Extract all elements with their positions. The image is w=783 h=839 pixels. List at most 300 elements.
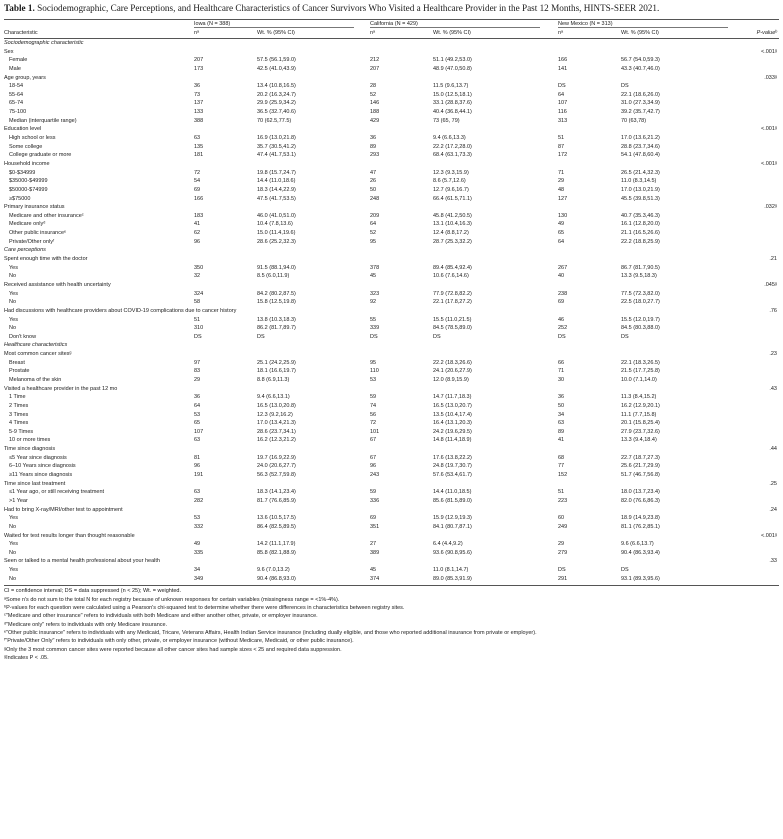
count-cell: 63 (194, 135, 201, 142)
footnote: ᵈ"Medicare only" refers to individuals with only Medicare insurance. (4, 621, 168, 628)
weighted-percent-cell: 13.6 (10.5,17.5) (257, 515, 296, 522)
weighted-percent-cell: 14.4 (11.0,18.5) (433, 489, 472, 496)
category-label: ≤5 Year since diagnosis (9, 454, 67, 461)
count-cell: 53 (194, 411, 201, 418)
count-cell: DS (194, 333, 202, 340)
weighted-percent-cell: 20.1 (15.8,25.4) (621, 420, 660, 427)
section-label: Care perceptions (4, 247, 46, 254)
category-label: 1 Time (9, 394, 26, 401)
weighted-percent-cell: 18.0 (13.7,23.4) (621, 489, 660, 496)
weighted-percent-cell: DS (621, 567, 629, 574)
characteristic-label: Received assistance with health uncertainty (4, 281, 111, 288)
weighted-percent-cell: 81.1 (76.2,85.1) (621, 523, 660, 530)
weighted-percent-cell: 93.6 (90.8,95.6) (433, 549, 472, 556)
count-cell: 34 (558, 411, 565, 418)
category-label: ≥$75000 (9, 195, 31, 202)
count-cell: 267 (558, 264, 568, 271)
characteristic-label: Most common cancer sitesᵍ (4, 351, 72, 358)
weighted-percent-cell: 8.5 (6.0,11.9) (257, 273, 290, 280)
count-cell: 378 (370, 264, 380, 271)
group-underline-new-mexico (558, 27, 728, 28)
count-cell: 173 (194, 65, 204, 72)
weighted-percent-cell: 12.0 (8.9,15.9) (433, 376, 469, 383)
weighted-percent-cell: 12.4 (8.8,17.2) (433, 230, 469, 237)
count-cell: 223 (558, 497, 568, 504)
count-cell: 152 (558, 472, 568, 479)
count-cell: 64 (558, 238, 565, 245)
table-row (4, 99, 779, 108)
weighted-percent-cell: 73 (65, 79) (433, 117, 460, 124)
table-row (4, 143, 779, 152)
weighted-percent-cell: 46.0 (41.0,51.0) (257, 212, 296, 219)
weighted-percent-cell: 9.6 (7.0,13.2) (257, 567, 290, 574)
table-row (4, 272, 779, 281)
weighted-percent-cell: 15.0 (11.4,19.6) (257, 230, 296, 237)
characteristic-label: Had discussions with healthcare providers about COVID-19 complications due to cancer history (4, 307, 237, 314)
weighted-percent-cell: 16.9 (13.0,21.8) (257, 135, 296, 142)
table-footnotes (4, 585, 779, 662)
table-row (4, 419, 779, 428)
table-row (4, 376, 779, 385)
count-cell: 349 (194, 575, 204, 582)
weighted-percent-cell: 57.6 (53.4,61.7) (433, 472, 472, 479)
count-cell: 50 (558, 402, 565, 409)
weighted-percent-cell: 13.3 (9.4,18.4) (621, 437, 657, 444)
category-label: 18-54 (9, 83, 24, 90)
weighted-percent-cell: 18.3 (14.4,22.9) (257, 186, 296, 193)
weighted-percent-cell: 17.0 (13.0,21.9) (621, 186, 660, 193)
category-label: Medicare and other insuranceᶜ (9, 212, 84, 219)
p-value: .24 (769, 506, 777, 513)
count-cell: 54 (194, 178, 201, 185)
count-cell: 36 (370, 135, 377, 142)
weighted-percent-cell: 93.1 (89.3,95.6) (621, 575, 660, 582)
count-cell: 74 (370, 402, 377, 409)
weighted-percent-cell: 10.4 (7.8,13.6) (257, 221, 293, 228)
count-cell: 146 (370, 100, 380, 107)
count-cell: 59 (370, 394, 377, 401)
count-cell: 166 (558, 57, 568, 64)
category-label: Breast (9, 359, 25, 366)
weighted-percent-cell: 17.0 (13.4,21.3) (257, 420, 296, 427)
count-cell: 69 (194, 186, 201, 193)
count-cell: 34 (194, 567, 201, 574)
count-cell: 92 (370, 299, 377, 306)
characteristic-row (4, 506, 779, 515)
count-cell: 313 (558, 117, 568, 124)
weighted-percent-cell: 40.7 (35.3,46.3) (621, 212, 660, 219)
count-cell: 30 (558, 376, 565, 383)
characteristic-label: Time since diagnosis (4, 446, 56, 453)
table-row (4, 359, 779, 368)
weighted-percent-cell: 31.0 (27.3,34.9) (621, 100, 660, 107)
weighted-percent-cell: 20.2 (16.3,24.7) (257, 91, 296, 98)
weighted-percent-cell: 84.1 (80.7,87.1) (433, 523, 472, 530)
count-cell: 374 (370, 575, 380, 582)
weighted-percent-cell: 14.8 (11.4,18.9) (433, 437, 472, 444)
count-cell: 52 (370, 91, 377, 98)
weighted-percent-cell: 17.6 (13.8,22.2) (433, 454, 472, 461)
category-label: Some college (9, 143, 43, 150)
category-label: Prostate (9, 368, 30, 375)
weighted-percent-cell: 57.5 (56.1,59.0) (257, 57, 296, 64)
count-cell: 53 (370, 376, 377, 383)
characteristic-label: Spent enough time with the doctor (4, 256, 88, 263)
characteristic-label: Had to bring X-ray/MRI/other test to appointment (4, 506, 123, 513)
count-cell: 71 (558, 368, 565, 375)
table-row (4, 169, 779, 178)
category-label: $35000-$49999 (9, 178, 48, 185)
category-label: No (9, 549, 17, 556)
weighted-percent-cell: 42.5 (41.0,43.9) (257, 65, 296, 72)
weighted-percent-cell: 16.4 (13.1,20.3) (433, 420, 472, 427)
count-cell: 60 (558, 515, 565, 522)
table-title: Sociodemographic, Care Perceptions, and Healthcare Characteristics of Cancer Survivors Who Visited a Healthcare Provider in the Past 12 Months, HINTS-SEER 2021. (37, 3, 660, 13)
weighted-percent-cell: 86.4 (82.5,89.5) (257, 523, 296, 530)
weighted-percent-cell: 89.4 (85.4,92.4) (433, 264, 472, 271)
count-cell: 350 (194, 264, 204, 271)
table-row (4, 151, 779, 160)
weighted-percent-cell: 56.7 (54.0,59.3) (621, 57, 660, 64)
weighted-percent-cell: DS (621, 83, 629, 90)
weighted-percent-cell: 84.5 (80.3,88.0) (621, 325, 660, 332)
table-row (4, 212, 779, 221)
weighted-percent-cell: 51.7 (46.7,56.8) (621, 472, 660, 479)
count-cell: 107 (194, 428, 204, 435)
count-cell: 137 (194, 100, 204, 107)
section-label: Healthcare characteristics (4, 342, 68, 349)
weighted-percent-cell: 14.7 (11.7,18.3) (433, 394, 472, 401)
column-header-n: nᵃ (194, 30, 200, 36)
column-header-wt: Wt. % (95% CI) (433, 30, 471, 36)
count-cell: 56 (370, 411, 377, 418)
weighted-percent-cell: 13.5 (10.4,17.4) (433, 411, 472, 418)
table-label: Table 1. (4, 3, 35, 13)
weighted-percent-cell: 15.0 (12.5,18.1) (433, 91, 472, 98)
category-label: Other public insuranceᵉ (9, 230, 67, 237)
count-cell: 212 (370, 57, 380, 64)
table-row (4, 298, 779, 307)
category-label: Melanoma of the skin (9, 376, 62, 383)
category-label: No (9, 299, 17, 306)
table-row (4, 82, 779, 91)
weighted-percent-cell: 33.1 (28.8,37.6) (433, 100, 472, 107)
weighted-percent-cell: 6.4 (4.4,9.2) (433, 541, 463, 548)
p-value: .23 (769, 351, 777, 358)
p-value: <.001ᵍ (761, 126, 777, 133)
weighted-percent-cell: 9.6 (6.6,13.7) (621, 541, 654, 548)
characteristic-label: Primary insurance status (4, 204, 65, 211)
count-cell: 89 (558, 428, 565, 435)
p-value: <.001ᵍ (761, 532, 777, 539)
count-cell: DS (558, 83, 566, 90)
weighted-percent-cell: 9.4 (6.6,13.3) (433, 135, 466, 142)
table-row (4, 454, 779, 463)
category-label: 2 Times (9, 402, 29, 409)
p-value: .033ᵍ (764, 74, 777, 81)
weighted-percent-cell: 22.2 (18.8,25.9) (621, 238, 660, 245)
weighted-percent-cell: 28.6 (25.2,32.3) (257, 238, 296, 245)
weighted-percent-cell: 85.6 (81.5,89.0) (433, 497, 472, 504)
weighted-percent-cell: 18.9 (14.9,23.8) (621, 515, 660, 522)
count-cell: 64 (194, 402, 201, 409)
count-cell: 339 (370, 325, 380, 332)
table-row (4, 497, 779, 506)
section-row (4, 341, 779, 350)
weighted-percent-cell: 16.2 (12.9,20.1) (621, 402, 660, 409)
count-cell: 324 (194, 290, 204, 297)
weighted-percent-cell: 21.1 (16.5,26.6) (621, 230, 660, 237)
weighted-percent-cell: DS (257, 333, 265, 340)
column-header-wt: Wt. % (95% CI) (621, 30, 659, 36)
count-cell: 72 (370, 420, 377, 427)
count-cell: 332 (194, 523, 204, 530)
weighted-percent-cell: 90.4 (86.8,93.0) (257, 575, 296, 582)
section-row (4, 246, 779, 255)
count-cell: 107 (558, 100, 568, 107)
weighted-percent-cell: 36.5 (32.7,40.6) (257, 109, 296, 116)
count-cell: 96 (370, 463, 377, 470)
table-row (4, 324, 779, 333)
group-header-iowa: Iowa (N = 388) (194, 21, 231, 27)
category-label: No (9, 523, 17, 530)
count-cell: 110 (370, 368, 379, 375)
characteristic-label: Time since last treatment (4, 480, 66, 487)
footnote: ᶠ"Private/Other Only" refers to individuals with only other, private, or employer insurance (without Medicare, Medicaid, or other public insurance). (4, 638, 354, 645)
characteristic-row (4, 74, 779, 83)
category-label: 55-64 (9, 91, 24, 98)
weighted-percent-cell: 81.7 (76.6,85.9) (257, 497, 296, 504)
category-label: Yes (9, 541, 18, 548)
count-cell: 207 (370, 65, 380, 72)
count-cell: 69 (558, 299, 565, 306)
weighted-percent-cell: 13.3 (9.5,18.3) (621, 273, 657, 280)
table-row (4, 411, 779, 420)
count-cell: 65 (558, 230, 565, 237)
characteristic-row (4, 125, 779, 134)
weighted-percent-cell: 39.2 (35.7,42.7) (621, 109, 660, 116)
count-cell: 249 (558, 523, 568, 530)
count-cell: 65 (194, 420, 201, 427)
p-value: .21 (769, 256, 777, 263)
weighted-percent-cell: 24.1 (20.6,27.9) (433, 368, 472, 375)
count-cell: 36 (194, 83, 201, 90)
count-cell: 97 (194, 359, 201, 366)
footnote: CI = confidence interval; DS = data suppressed (n < 25); Wt. = weighted. (4, 588, 182, 595)
count-cell: 41 (558, 437, 565, 444)
weighted-percent-cell: 47.4 (41.7,53.1) (257, 152, 296, 159)
table-row (4, 367, 779, 376)
category-label: Male (9, 65, 21, 72)
column-header-characteristic: Characteristic (4, 30, 38, 36)
count-cell: 58 (194, 299, 201, 306)
category-label: College graduate or more (9, 152, 72, 159)
weighted-percent-cell: 54.1 (47.8,60.4) (621, 152, 660, 159)
weighted-percent-cell: 16.5 (13.0,20.7) (433, 402, 472, 409)
weighted-percent-cell: 22.1 (18.6,26.0) (621, 91, 660, 98)
table-row (4, 134, 779, 143)
weighted-percent-cell: 13.4 (10.8,16.5) (257, 83, 296, 90)
weighted-percent-cell: 28.8 (23.7,34.6) (621, 143, 660, 150)
count-cell: 29 (558, 541, 565, 548)
count-cell: 101 (370, 428, 380, 435)
group-underline-iowa (194, 27, 354, 28)
category-label: 10 or more times (9, 437, 51, 444)
weighted-percent-cell: 18.3 (14.1,23.4) (257, 489, 296, 496)
category-label: 75-100 (9, 109, 27, 116)
characteristic-label: Seen or talked to a mental health professional about your health (4, 558, 160, 565)
table-row (4, 393, 779, 402)
count-cell: 27 (370, 541, 377, 548)
category-label: Don't know (9, 333, 37, 340)
count-cell: 32 (194, 273, 201, 280)
table-row (4, 436, 779, 445)
table-row (4, 91, 779, 100)
weighted-percent-cell: 68.4 (63.1,73.3) (433, 152, 472, 159)
weighted-percent-cell: 22.1 (18.3,26.5) (621, 359, 660, 366)
characteristic-row (4, 480, 779, 489)
table-row (4, 428, 779, 437)
count-cell: 133 (194, 109, 204, 116)
weighted-percent-cell: 19.8 (15.7,24.7) (257, 169, 296, 176)
characteristic-row (4, 385, 779, 394)
column-header-n: nᵃ (370, 30, 376, 36)
count-cell: 96 (194, 238, 201, 245)
count-cell: 141 (558, 65, 568, 72)
weighted-percent-cell: 15.8 (12.5,19.8) (257, 299, 296, 306)
table-row (4, 117, 779, 126)
weighted-percent-cell: 70 (62.5,77.5) (257, 117, 292, 124)
count-cell: 335 (194, 549, 204, 556)
footnote: ᵇP-values for each question were calculated using a Pearson's chi-squared test to determine whether there were differences in characteristics between registry sites. (4, 605, 405, 612)
column-header-p-value: P-valueᵇ (756, 30, 777, 36)
p-value: .032ᵍ (764, 204, 777, 211)
table-row (4, 402, 779, 411)
weighted-percent-cell: 22.2 (18.3,26.6) (433, 359, 472, 366)
weighted-percent-cell: 45.5 (39.8,51.3) (621, 195, 660, 202)
characteristic-label: Household income (4, 160, 50, 167)
count-cell: 95 (370, 359, 377, 366)
count-cell: 59 (370, 489, 377, 496)
count-cell: 62 (194, 230, 201, 237)
table-row (4, 56, 779, 65)
weighted-percent-cell: 29.9 (25.9,34.2) (257, 100, 296, 107)
table-row (4, 462, 779, 471)
group-underline-california (370, 27, 540, 28)
table-row (4, 229, 779, 238)
count-cell: 40 (558, 273, 565, 280)
table-row (4, 575, 779, 584)
weighted-percent-cell: 27.9 (23.7,32.6) (621, 428, 660, 435)
count-cell: 248 (370, 195, 380, 202)
table-row (4, 488, 779, 497)
weighted-percent-cell: 51.1 (49.2,53.0) (433, 57, 472, 64)
weighted-percent-cell: 24.0 (20.6,27.7) (257, 463, 296, 470)
count-cell: 127 (558, 195, 568, 202)
category-label: No (9, 325, 17, 332)
weighted-percent-cell: 15.5 (11.0,21.5) (433, 316, 472, 323)
count-cell: 130 (558, 212, 568, 219)
weighted-percent-cell: DS (621, 333, 629, 340)
weighted-percent-cell: 12.7 (9.6,16.7) (433, 186, 469, 193)
weighted-percent-cell: 66.4 (61.5,71.1) (433, 195, 472, 202)
weighted-percent-cell: 12.3 (9.2,16.2) (257, 411, 293, 418)
weighted-percent-cell: 35.7 (30.5,41.2) (257, 143, 296, 150)
count-cell: 29 (558, 178, 565, 185)
table-row (4, 108, 779, 117)
count-cell: DS (370, 333, 378, 340)
count-cell: 41 (194, 221, 201, 228)
count-cell: 207 (194, 57, 204, 64)
table-caption (4, 0, 779, 15)
weighted-percent-cell: 84.5 (78.5,89.0) (433, 325, 472, 332)
weighted-percent-cell: 77.9 (72.8,82.2) (433, 290, 472, 297)
count-cell: 69 (370, 515, 377, 522)
count-cell: 191 (194, 472, 204, 479)
category-label: 4 Times (9, 420, 29, 427)
weighted-percent-cell: 17.0 (13.6,21.2) (621, 135, 660, 142)
count-cell: 47 (370, 169, 377, 176)
weighted-percent-cell: 22.7 (18.7,27.3) (621, 454, 660, 461)
category-label: >1 Year (9, 497, 28, 504)
category-label: $50000-$74999 (9, 186, 48, 193)
table-row (4, 514, 779, 523)
weighted-percent-cell: 86.7 (81.7,90.5) (621, 264, 660, 271)
group-header-california: California (N = 429) (370, 21, 418, 27)
column-header-n: nᵃ (558, 30, 564, 36)
p-value: .76 (769, 307, 777, 314)
p-value: .045ᵍ (764, 281, 777, 288)
count-cell: 64 (558, 91, 565, 98)
count-cell: 116 (558, 109, 567, 116)
count-cell: 389 (370, 549, 380, 556)
table-row (4, 290, 779, 299)
count-cell: 209 (370, 212, 380, 219)
count-cell: 77 (558, 463, 565, 470)
table-row (4, 566, 779, 575)
count-cell: 49 (194, 541, 201, 548)
count-cell: 63 (558, 420, 565, 427)
characteristic-label: Visited a healthcare provider in the past 12 mo (4, 385, 118, 392)
column-header-wt: Wt. % (95% CI) (257, 30, 295, 36)
characteristic-label: Education level (4, 126, 42, 133)
characteristic-row (4, 48, 779, 57)
characteristic-row (4, 203, 779, 212)
table-row (4, 471, 779, 480)
header-group-row (4, 20, 779, 29)
count-cell: DS (558, 567, 566, 574)
characteristic-row (4, 281, 779, 290)
characteristic-label: Age group, years (4, 74, 46, 81)
characteristic-row (4, 445, 779, 454)
count-cell: 95 (370, 238, 377, 245)
characteristic-row (4, 307, 779, 316)
weighted-percent-cell: 14.2 (11.1,17.9) (257, 541, 296, 548)
weighted-percent-cell: 28.7 (25.3,32.2) (433, 238, 472, 245)
weighted-percent-cell: 90.4 (86.3,93.4) (621, 549, 660, 556)
weighted-percent-cell: 22.1 (17.8,27.2) (433, 299, 472, 306)
p-value: .33 (769, 558, 777, 565)
weighted-percent-cell: 82.0 (76.6,86.3) (621, 497, 660, 504)
count-cell: 181 (194, 152, 204, 159)
count-cell: 67 (370, 437, 377, 444)
category-label: ≥11 Years since diagnosis (9, 472, 73, 479)
count-cell: 36 (194, 394, 201, 401)
weighted-percent-cell: 40.4 (36.8,44.1) (433, 109, 472, 116)
count-cell: 89 (370, 143, 377, 150)
count-cell: 46 (558, 316, 565, 323)
count-cell: 291 (558, 575, 568, 582)
